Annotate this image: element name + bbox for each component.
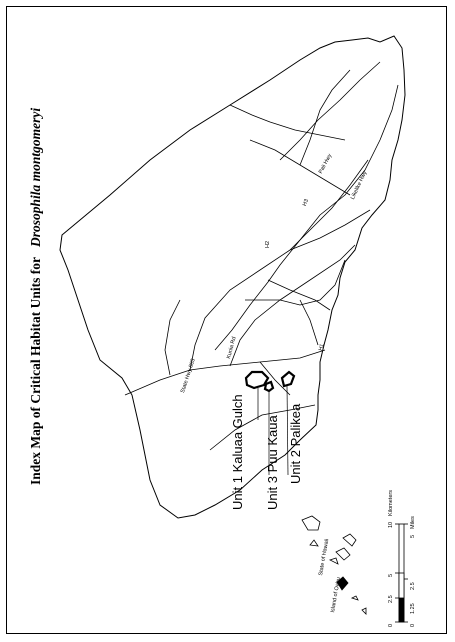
scale-mi-0: 0 — [410, 623, 416, 627]
scale-mi-unit: Miles — [410, 516, 416, 529]
unit-3-shape — [265, 382, 273, 391]
road-label-likelike: Likelike Hwy — [350, 170, 369, 201]
unit-2-shape — [282, 372, 294, 386]
road-label-h3: H3 — [302, 198, 311, 208]
scale-bar — [395, 524, 408, 622]
road-label-h1: H1 — [318, 343, 326, 352]
inset-state-label: State of Hawaii — [318, 538, 331, 577]
scale-km-2-5: 2.5 — [388, 595, 394, 603]
scale-km-5: 5 — [388, 573, 394, 577]
inset-island-label: Island of Oahu — [330, 576, 343, 614]
scale-mi-2-5: 2.5 — [410, 582, 416, 590]
unit-3-label: Unit 3 Puu Kaua — [265, 415, 280, 510]
map-title — [27, 108, 45, 485]
road-label-pali: Pali Hwy — [318, 153, 334, 175]
unit-2-label: Unit 2 Palikea — [288, 403, 303, 484]
road-network — [125, 62, 398, 450]
scale-km-unit: Kilometers — [388, 490, 394, 516]
road-label-h2: H2 — [265, 240, 271, 248]
scale-mi-1-25: 1.25 — [410, 603, 416, 614]
scale-km-10: 10 — [388, 521, 394, 528]
road-label-kunia: Kunia Rd — [226, 336, 238, 360]
scale-mi-5: 5 — [410, 534, 416, 538]
title-text: Index Map of Critical Habitat Units for — [28, 257, 43, 485]
road-label-hwy-803: State Hwy 803 — [180, 357, 197, 394]
scale-km-0: 0 — [388, 623, 394, 627]
species-name: Drosophila montgomeryi — [28, 107, 43, 248]
unit-1-label: Unit 1 Kaluaa Gulch — [230, 394, 245, 510]
